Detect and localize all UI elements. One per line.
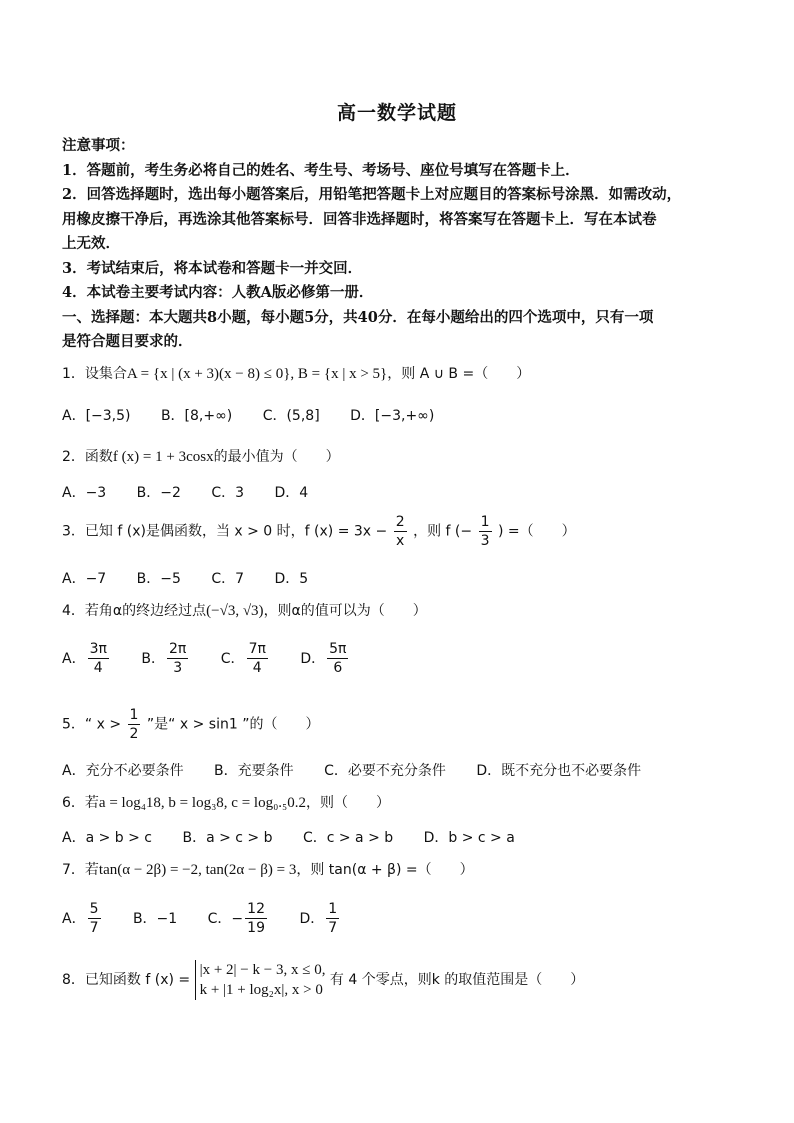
instruction-line: 1．答题前，考生务必将自己的姓名、考生号、考场号、座位号填写在答题卡上． (62, 161, 580, 179)
question-2-options (62, 482, 742, 502)
fraction-denominator: 7 (328, 920, 338, 936)
question-4-options (62, 640, 742, 677)
fraction (479, 513, 492, 550)
question-text: 的最小值为（ ） (213, 449, 340, 465)
option-b: B．充要条件 (214, 763, 294, 779)
fraction-numerator: 2 (395, 514, 405, 530)
option-c: C．3 (211, 485, 245, 501)
option-b: B．−2 (136, 485, 181, 501)
option-b: B．a > c > b (182, 830, 273, 846)
question-text: ，则 tan(α + β) =（ ） (296, 862, 474, 878)
option-a: A．充分不必要条件 (62, 763, 184, 779)
section-heading: 是符合题目要求的． (62, 333, 193, 350)
instruction-line: 用橡皮擦干净后，再选涂其他答案标号．回答非选择题时，将答案写在答题卡上．写在本试卷 (62, 210, 657, 228)
option-c: C．必要不充分条件 (324, 763, 446, 779)
instructions-heading: 注意事项： (62, 137, 135, 154)
fraction (245, 900, 267, 937)
question-text: 7．若 (62, 862, 99, 878)
option-a: A．a > b > c (62, 830, 153, 846)
question-3-stem (62, 513, 742, 550)
question-text: ) =（ ） (497, 523, 576, 540)
question-text: ，则 f (− (413, 523, 473, 540)
question-text: 8．已知函数 f (x) = (62, 972, 191, 988)
question-math: a = log₄18, b = log₃8, c = log₀.₅0.2 (98, 795, 307, 811)
question-math: (−√3, √3) (206, 603, 264, 619)
question-6-options (62, 827, 742, 847)
option-d: D．既不充分也不必要条件 (476, 763, 642, 779)
fraction-numerator: 3π (89, 641, 107, 657)
question-3-options (62, 568, 742, 588)
fraction (128, 706, 141, 743)
option-c: C．c > a > b (302, 830, 394, 846)
question-text: 3．已知 f (x)是偶函数，当 x > 0 时，f (x) = 3x − (62, 523, 388, 540)
question-text: ，则α的值可以为（ ） (263, 603, 427, 619)
option-b: B．[8,+∞) (160, 408, 233, 424)
option-c: C．(5,8] (262, 408, 320, 424)
question-text: 5．“ x > (62, 716, 122, 733)
question-8-stem (62, 960, 742, 1000)
fraction-numerator: 5 (89, 901, 99, 917)
fraction (88, 900, 101, 937)
option-a: A．[−3,5) (62, 408, 131, 424)
option-label: B． (141, 650, 165, 667)
option-c (207, 901, 269, 936)
option-d: D．[−3,+∞) (350, 408, 435, 424)
fraction-denominator: 6 (333, 660, 343, 676)
option-label: C． (220, 650, 245, 667)
question-math: f (x) = 1 + 3cosx (112, 449, 214, 465)
option-label: D． (299, 910, 325, 927)
option-b (133, 911, 177, 927)
option-label: A． (62, 650, 86, 667)
fraction-denominator: 4 (252, 660, 262, 676)
question-1-stem (62, 363, 742, 383)
question-text: 2．函数 (62, 449, 113, 465)
fraction-denominator: 4 (93, 660, 103, 676)
fraction (327, 640, 348, 677)
fraction (167, 640, 188, 677)
question-2-stem (62, 446, 742, 466)
fraction-numerator: 1 (129, 707, 139, 723)
question-text: 4．若角α的终边经过点 (62, 603, 207, 619)
fraction (247, 640, 268, 677)
piece-line: |x + 2| − k − 3, x ≤ 0, (199, 962, 326, 978)
question-math: tan(α − 2β) = −2, tan(2α − β) = 3 (98, 862, 297, 878)
question-text: ，则 A ∪ B =（ ） (387, 366, 531, 382)
fraction-numerator: 12 (247, 901, 265, 917)
option-label: C．− (207, 910, 244, 927)
option-a (62, 901, 103, 936)
option-label: D． (300, 650, 326, 667)
section-heading: 一、选择题：本大题共8小题，每小题5分，共40分．在每小题给出的四个选项中，只有一项 (62, 308, 654, 326)
question-math: A = {x | (x + 3)(x − 8) ≤ 0}, B = {x | x > 5} (126, 366, 388, 382)
question-6-stem (62, 792, 742, 812)
fraction (88, 640, 109, 677)
question-text: ，则（ ） (306, 795, 391, 811)
instruction-line: 3．考试结束后，将本试卷和答题卡一并交回． (62, 259, 363, 277)
question-7-options (62, 900, 742, 937)
piecewise-function (195, 960, 326, 1000)
fraction-numerator: 7π (248, 641, 266, 657)
fraction-numerator: 1 (480, 514, 490, 530)
option-d (299, 901, 341, 936)
fraction-denominator: x (396, 533, 405, 549)
option-d: D．b > c > a (423, 830, 515, 846)
fraction-denominator: 3 (480, 533, 490, 549)
instructions (62, 134, 734, 355)
option-d: D．4 (274, 485, 309, 501)
instruction-line: 上无效． (62, 235, 120, 252)
fraction-numerator: 5π (329, 641, 347, 657)
fraction-denominator: 7 (89, 920, 99, 936)
option-a: A．−3 (62, 485, 107, 501)
question-1-options (62, 405, 742, 425)
question-5-options (62, 760, 742, 780)
fraction-numerator: 2π (168, 641, 187, 657)
option-d: D．5 (274, 571, 309, 587)
question-7-stem (62, 859, 742, 879)
question-text: ”是“ x > sin1 ”的（ ） (146, 716, 320, 733)
fraction-denominator: 19 (247, 920, 265, 936)
fraction (394, 513, 407, 550)
fraction-denominator: 3 (173, 660, 183, 676)
option-label: A． (62, 910, 86, 927)
page-title: 高一数学试题 (336, 102, 457, 124)
option-a: A．−7 (62, 571, 107, 587)
question-4-stem (62, 600, 742, 620)
option-b: B．−5 (136, 571, 181, 587)
question-text: 6．若 (62, 795, 99, 811)
question-text: 有 4 个零点，则k 的取值范围是（ ） (329, 972, 585, 988)
fraction-denominator: 2 (129, 726, 139, 742)
option-label: B．−1 (132, 910, 178, 927)
question-text: 1．设集合 (62, 366, 127, 382)
option-c: C．7 (211, 571, 245, 587)
instruction-line: 2．回答选择题时，选出每小题答案后，用铅笔把答题卡上对应题目的答案标号涂黑．如需改动， (62, 186, 682, 203)
instruction-line: 4．本试卷主要考试内容：人教A版必修第一册． (62, 284, 374, 301)
fraction-numerator: 1 (328, 901, 338, 917)
piece-line: k + |1 + log₂x|, x > 0 (199, 982, 323, 998)
fraction (326, 900, 339, 937)
question-5-stem (62, 706, 742, 743)
